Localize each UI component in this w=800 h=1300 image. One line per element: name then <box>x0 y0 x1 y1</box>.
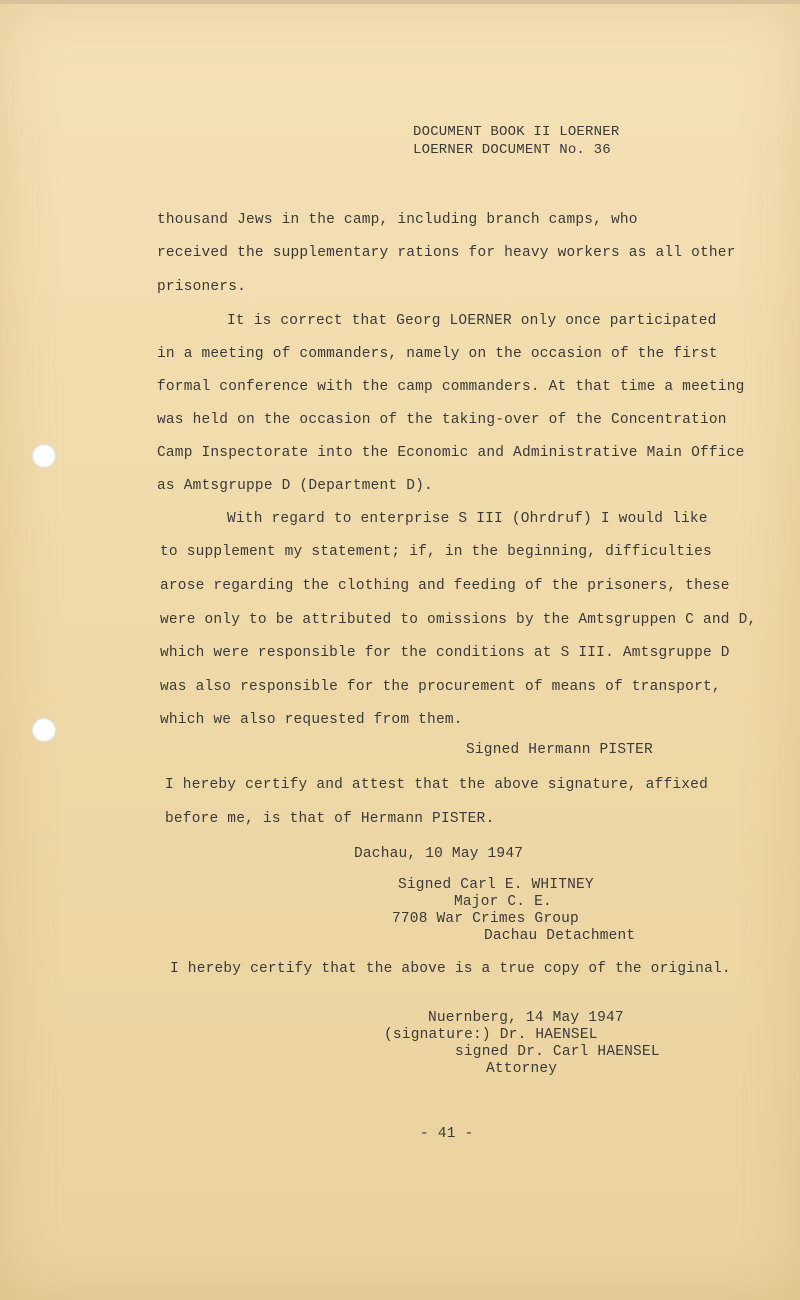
witness-rank: Major C. E. <box>454 894 552 910</box>
body-line: It is correct that Georg LOERNER only once participated <box>227 313 717 329</box>
body-line: formal conference with the camp commanders. At that time a meeting <box>157 379 745 395</box>
certification-line: I hereby certify and attest that the above signature, affixed <box>165 777 708 793</box>
punch-hole <box>32 444 56 468</box>
witness-unit: 7708 War Crimes Group <box>392 911 579 927</box>
body-line: Camp Inspectorate into the Economic and Administrative Main Office <box>157 445 745 461</box>
body-line: to supplement my statement; if, in the beginning, difficulties <box>160 544 712 560</box>
witness-signature: Signed Carl E. WHITNEY <box>398 877 594 893</box>
signature-pister: Signed Hermann PISTER <box>466 742 653 758</box>
body-line: prisoners. <box>157 279 247 295</box>
body-line: as Amtsgruppe D (Department D). <box>157 478 433 494</box>
punch-hole <box>32 718 56 742</box>
body-line: was held on the occasion of the taking-over of the Concentration <box>157 412 727 428</box>
body-line: in a meeting of commanders, namely on the occasion of the first <box>157 346 718 362</box>
body-line: With regard to enterprise S III (Ohrdruf) I would like <box>227 511 708 527</box>
place-date: Dachau, 10 May 1947 <box>354 846 524 862</box>
true-copy-certification: I hereby certify that the above is a true copy of the original. <box>170 961 731 977</box>
top-edge <box>0 0 800 4</box>
attorney-place-date: Nuernberg, 14 May 1947 <box>428 1010 624 1026</box>
certification-line: before me, is that of Hermann PISTER. <box>165 811 495 827</box>
witness-detachment: Dachau Detachment <box>484 928 636 944</box>
attorney-name: signed Dr. Carl HAENSEL <box>455 1044 660 1060</box>
body-line: which we also requested from them. <box>160 712 463 728</box>
attorney-signature: (signature:) Dr. HAENSEL <box>384 1027 598 1043</box>
body-line: arose regarding the clothing and feeding of the prisoners, these <box>160 578 730 594</box>
doc-number-header: LOERNER DOCUMENT No. 36 <box>413 142 611 158</box>
body-line: were only to be attributed to omissions by the Amtsgruppen C and D, <box>160 612 757 628</box>
body-line: received the supplementary rations for heavy workers as all other <box>157 245 736 261</box>
page-number: - 41 - <box>420 1126 474 1142</box>
doc-book-header: DOCUMENT BOOK II LOERNER <box>413 124 620 140</box>
body-line: was also responsible for the procurement of means of transport, <box>160 679 721 695</box>
body-line: thousand Jews in the camp, including branch camps, who <box>157 212 638 228</box>
attorney-title: Attorney <box>486 1061 558 1077</box>
body-line: which were responsible for the conditions at S III. Amtsgruppe D <box>160 645 730 661</box>
